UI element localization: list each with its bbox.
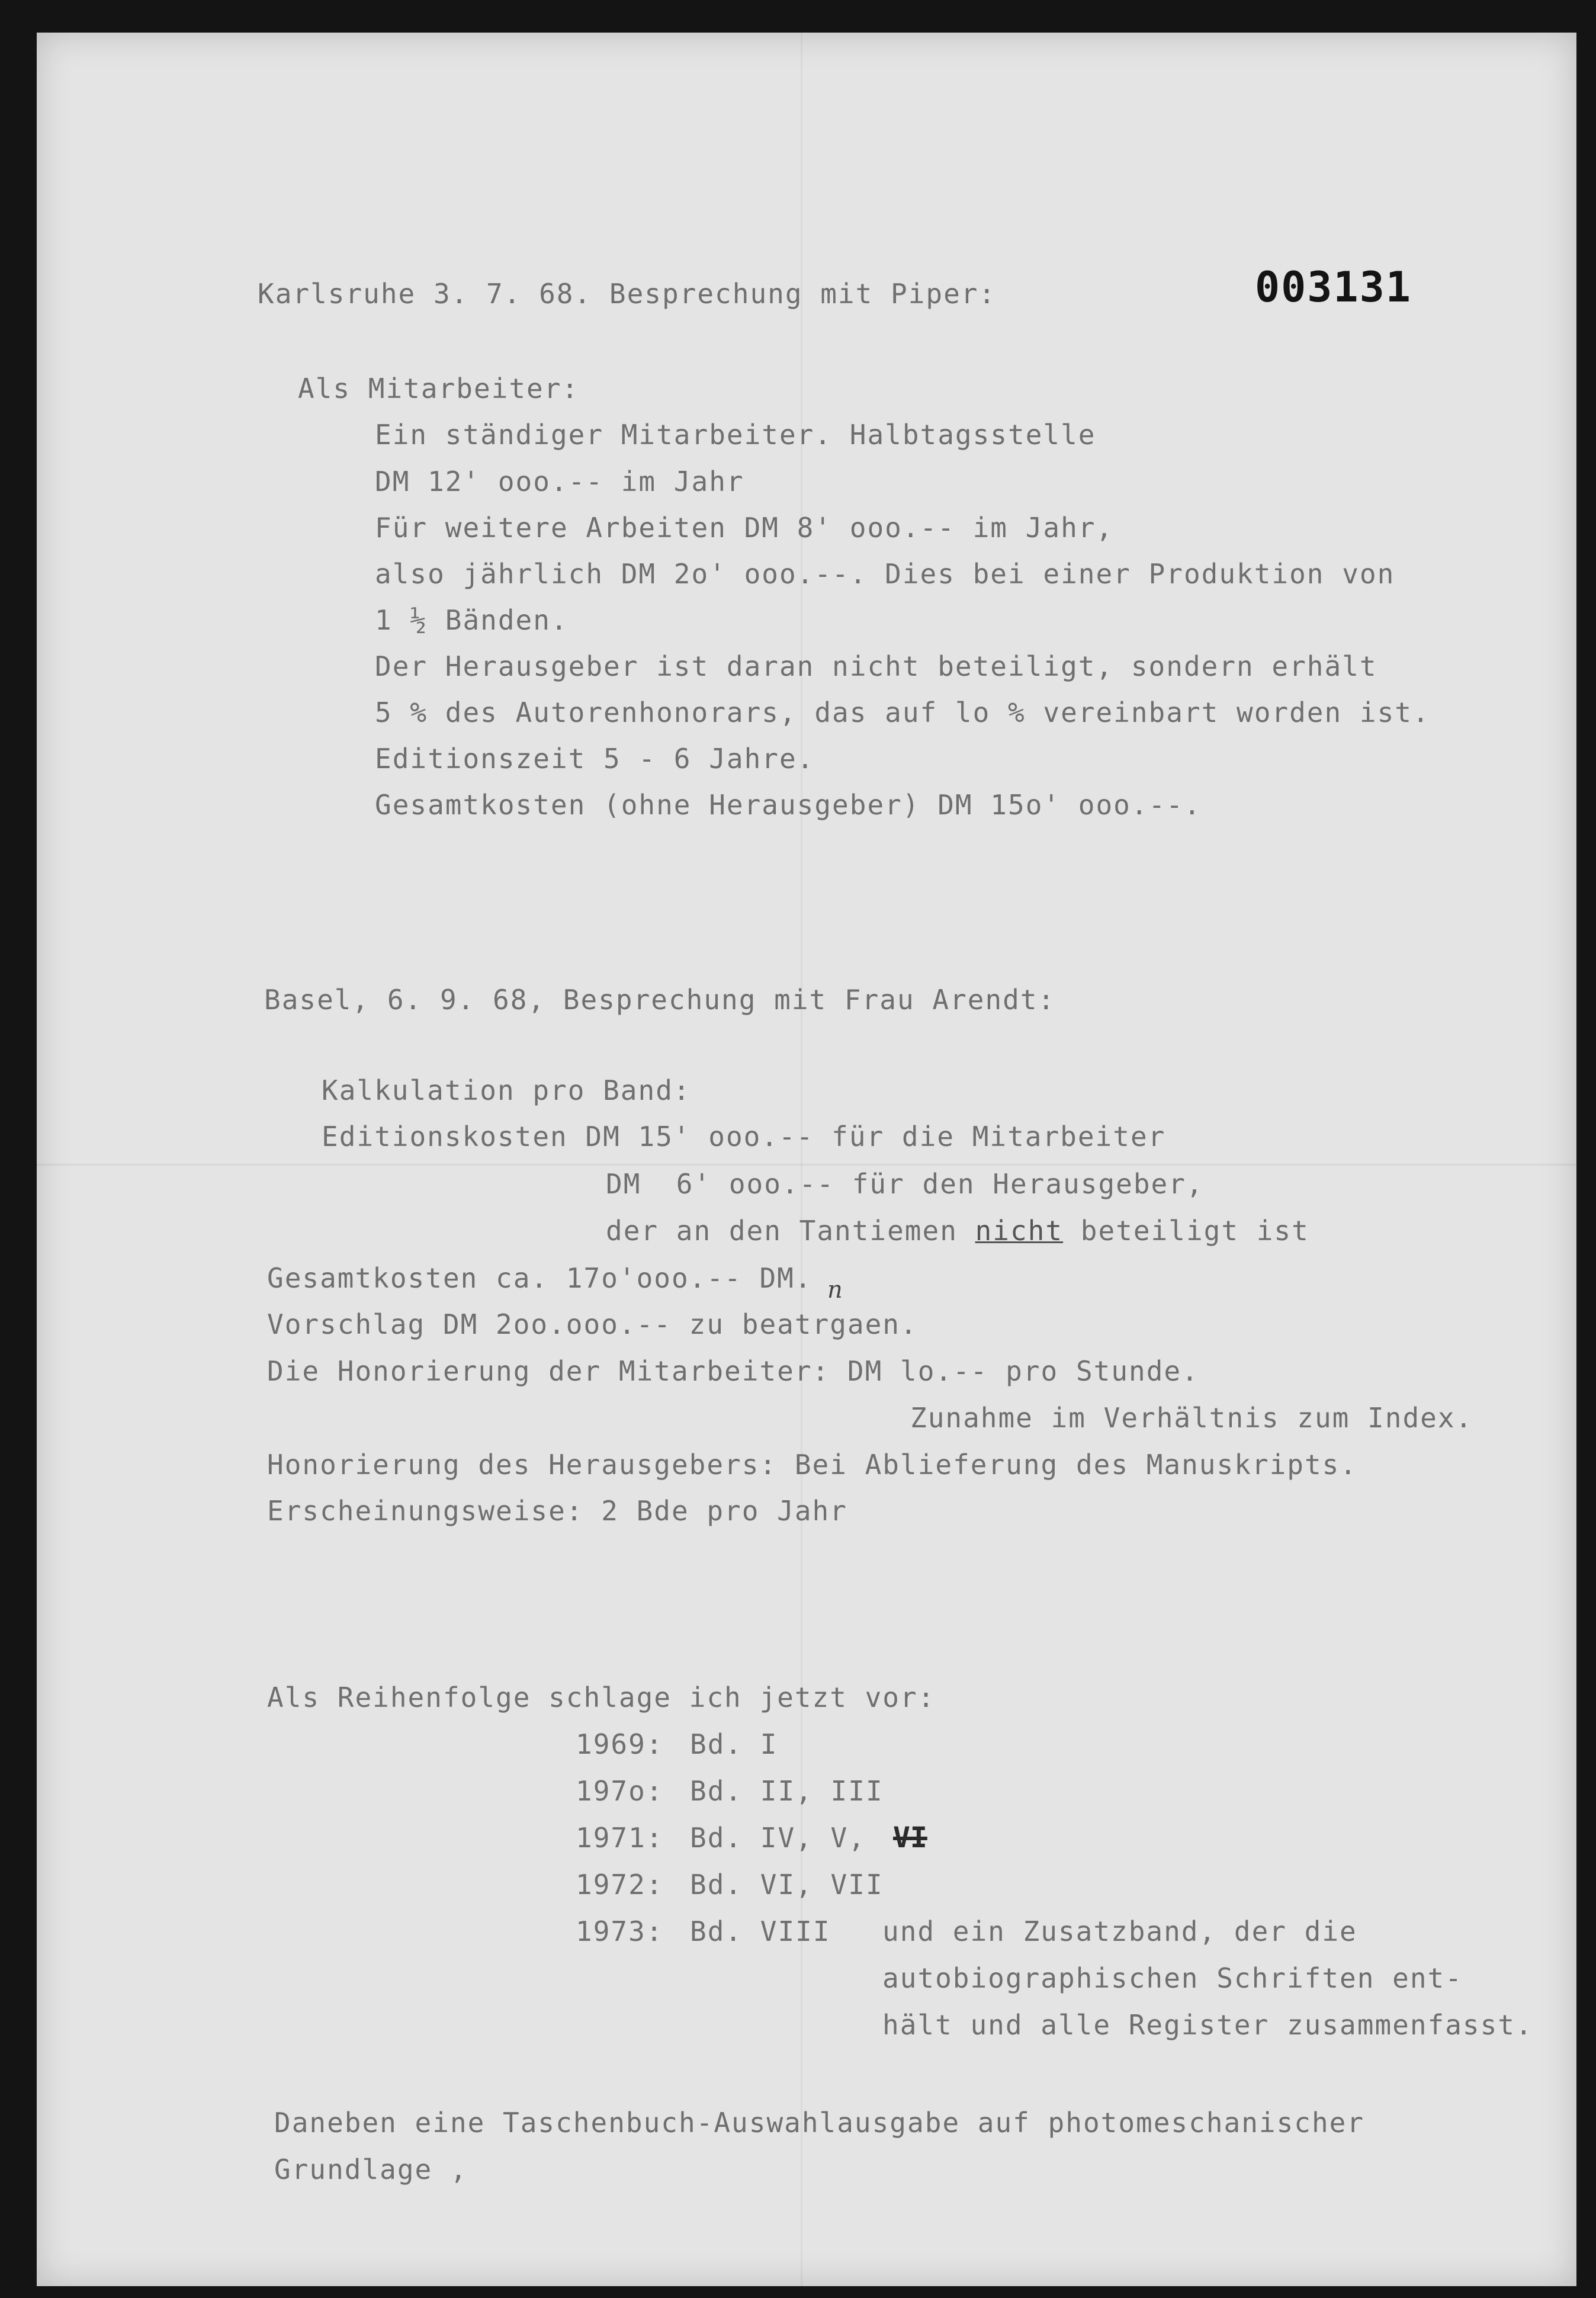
handwritten-correction: n <box>827 1276 843 1304</box>
tantiemen-underlined: nicht <box>975 1215 1064 1247</box>
section2-herausgeber-line: DM 6' ooo.-- für den Herausgeber, <box>606 1168 1204 1200</box>
schedule-year: 1973: <box>576 1915 664 1947</box>
schedule-year: 1972: <box>576 1869 664 1901</box>
document-page <box>37 33 1576 2286</box>
schedule-year: 1971: <box>576 1822 664 1854</box>
schedule-volumes: Bd. VI, VII <box>690 1869 884 1901</box>
schedule-year: 197o: <box>576 1775 664 1807</box>
section1-line: 1 ½ Bänden. <box>375 604 569 636</box>
schedule-volumes: Bd. I <box>690 1728 778 1760</box>
section1-line: also jährlich DM 2o' ooo.--. Dies bei einer Produktion von <box>375 558 1395 590</box>
section2-tantiemen-line <box>606 1215 1309 1247</box>
fold-line-horizontal <box>37 1164 1576 1166</box>
section3-intro: Als Reihenfolge schlage ich jetzt vor: <box>267 1681 936 1713</box>
section1-line: Editionszeit 5 - 6 Jahre. <box>375 743 815 775</box>
section2-honorierung-hg: Honorierung des Herausgebers: Bei Ablieferung des Manuskripts. <box>267 1449 1358 1481</box>
section1-line: Ein ständiger Mitarbeiter. Halbtagsstelle <box>375 419 1096 451</box>
closing-line: Grundlage , <box>274 2153 468 2185</box>
section2-erscheinung: Erscheinungsweise: 2 Bde pro Jahr <box>267 1495 847 1527</box>
closing-line: Daneben eine Taschenbuch-Auswahlausgabe auf photomeschanischer <box>274 2107 1365 2139</box>
document-number: 003131 <box>1255 263 1412 312</box>
section2-zunahme: Zunahme im Verhältnis zum Index. <box>910 1402 1473 1434</box>
section2-gesamtkosten: Gesamtkosten ca. 17o'ooo.-- DM. <box>267 1262 813 1294</box>
section1-line: DM 12' ooo.-- im Jahr <box>375 466 744 498</box>
section1-line: 5 % des Autorenhonorars, das auf lo % vereinbart worden ist. <box>375 697 1430 728</box>
schedule-volumes: Bd. IV, V, <box>690 1822 866 1854</box>
section1-sub: Als Mitarbeiter: <box>298 373 580 405</box>
section2-editionskosten: Editionskosten DM 15' ooo.-- für die Mitarbeiter <box>322 1121 1166 1153</box>
tantiemen-pre: der an den Tantiemen <box>606 1215 975 1247</box>
fold-line-vertical <box>801 33 802 2286</box>
schedule-volumes: Bd. II, III <box>690 1775 884 1807</box>
schedule-volumes: Bd. VIII <box>690 1915 831 1947</box>
zusatz-line: hält und alle Register zusammenfasst. <box>882 2009 1533 2041</box>
tantiemen-post: beteiligt ist <box>1063 1215 1309 1247</box>
section2-vorschlag: Vorschlag DM 2oo.ooo.-- zu beatrgaen. <box>267 1308 918 1340</box>
section1-heading: Karlsruhe 3. 7. 68. Besprechung mit Piper: <box>258 278 997 310</box>
section1-line: Der Herausgeber ist daran nicht beteiligt, sondern erhält <box>375 650 1377 682</box>
section2-heading: Basel, 6. 9. 68, Besprechung mit Frau Arendt: <box>264 984 1056 1016</box>
zusatz-line: autobiographischen Schriften ent- <box>882 1962 1463 1994</box>
section2-sub: Kalkulation pro Band: <box>322 1074 691 1106</box>
struck-out-volume: VI <box>893 1821 927 1854</box>
section1-line: Für weitere Arbeiten DM 8' ooo.-- im Jahr, <box>375 512 1114 544</box>
section2-honorierung: Die Honorierung der Mitarbeiter: DM lo.-- pro Stunde. <box>267 1355 1199 1387</box>
zusatz-line: und ein Zusatzband, der die <box>882 1915 1357 1947</box>
section1-line: Gesamtkosten (ohne Herausgeber) DM 15o' ooo.--. <box>375 789 1202 821</box>
schedule-year: 1969: <box>576 1728 664 1760</box>
